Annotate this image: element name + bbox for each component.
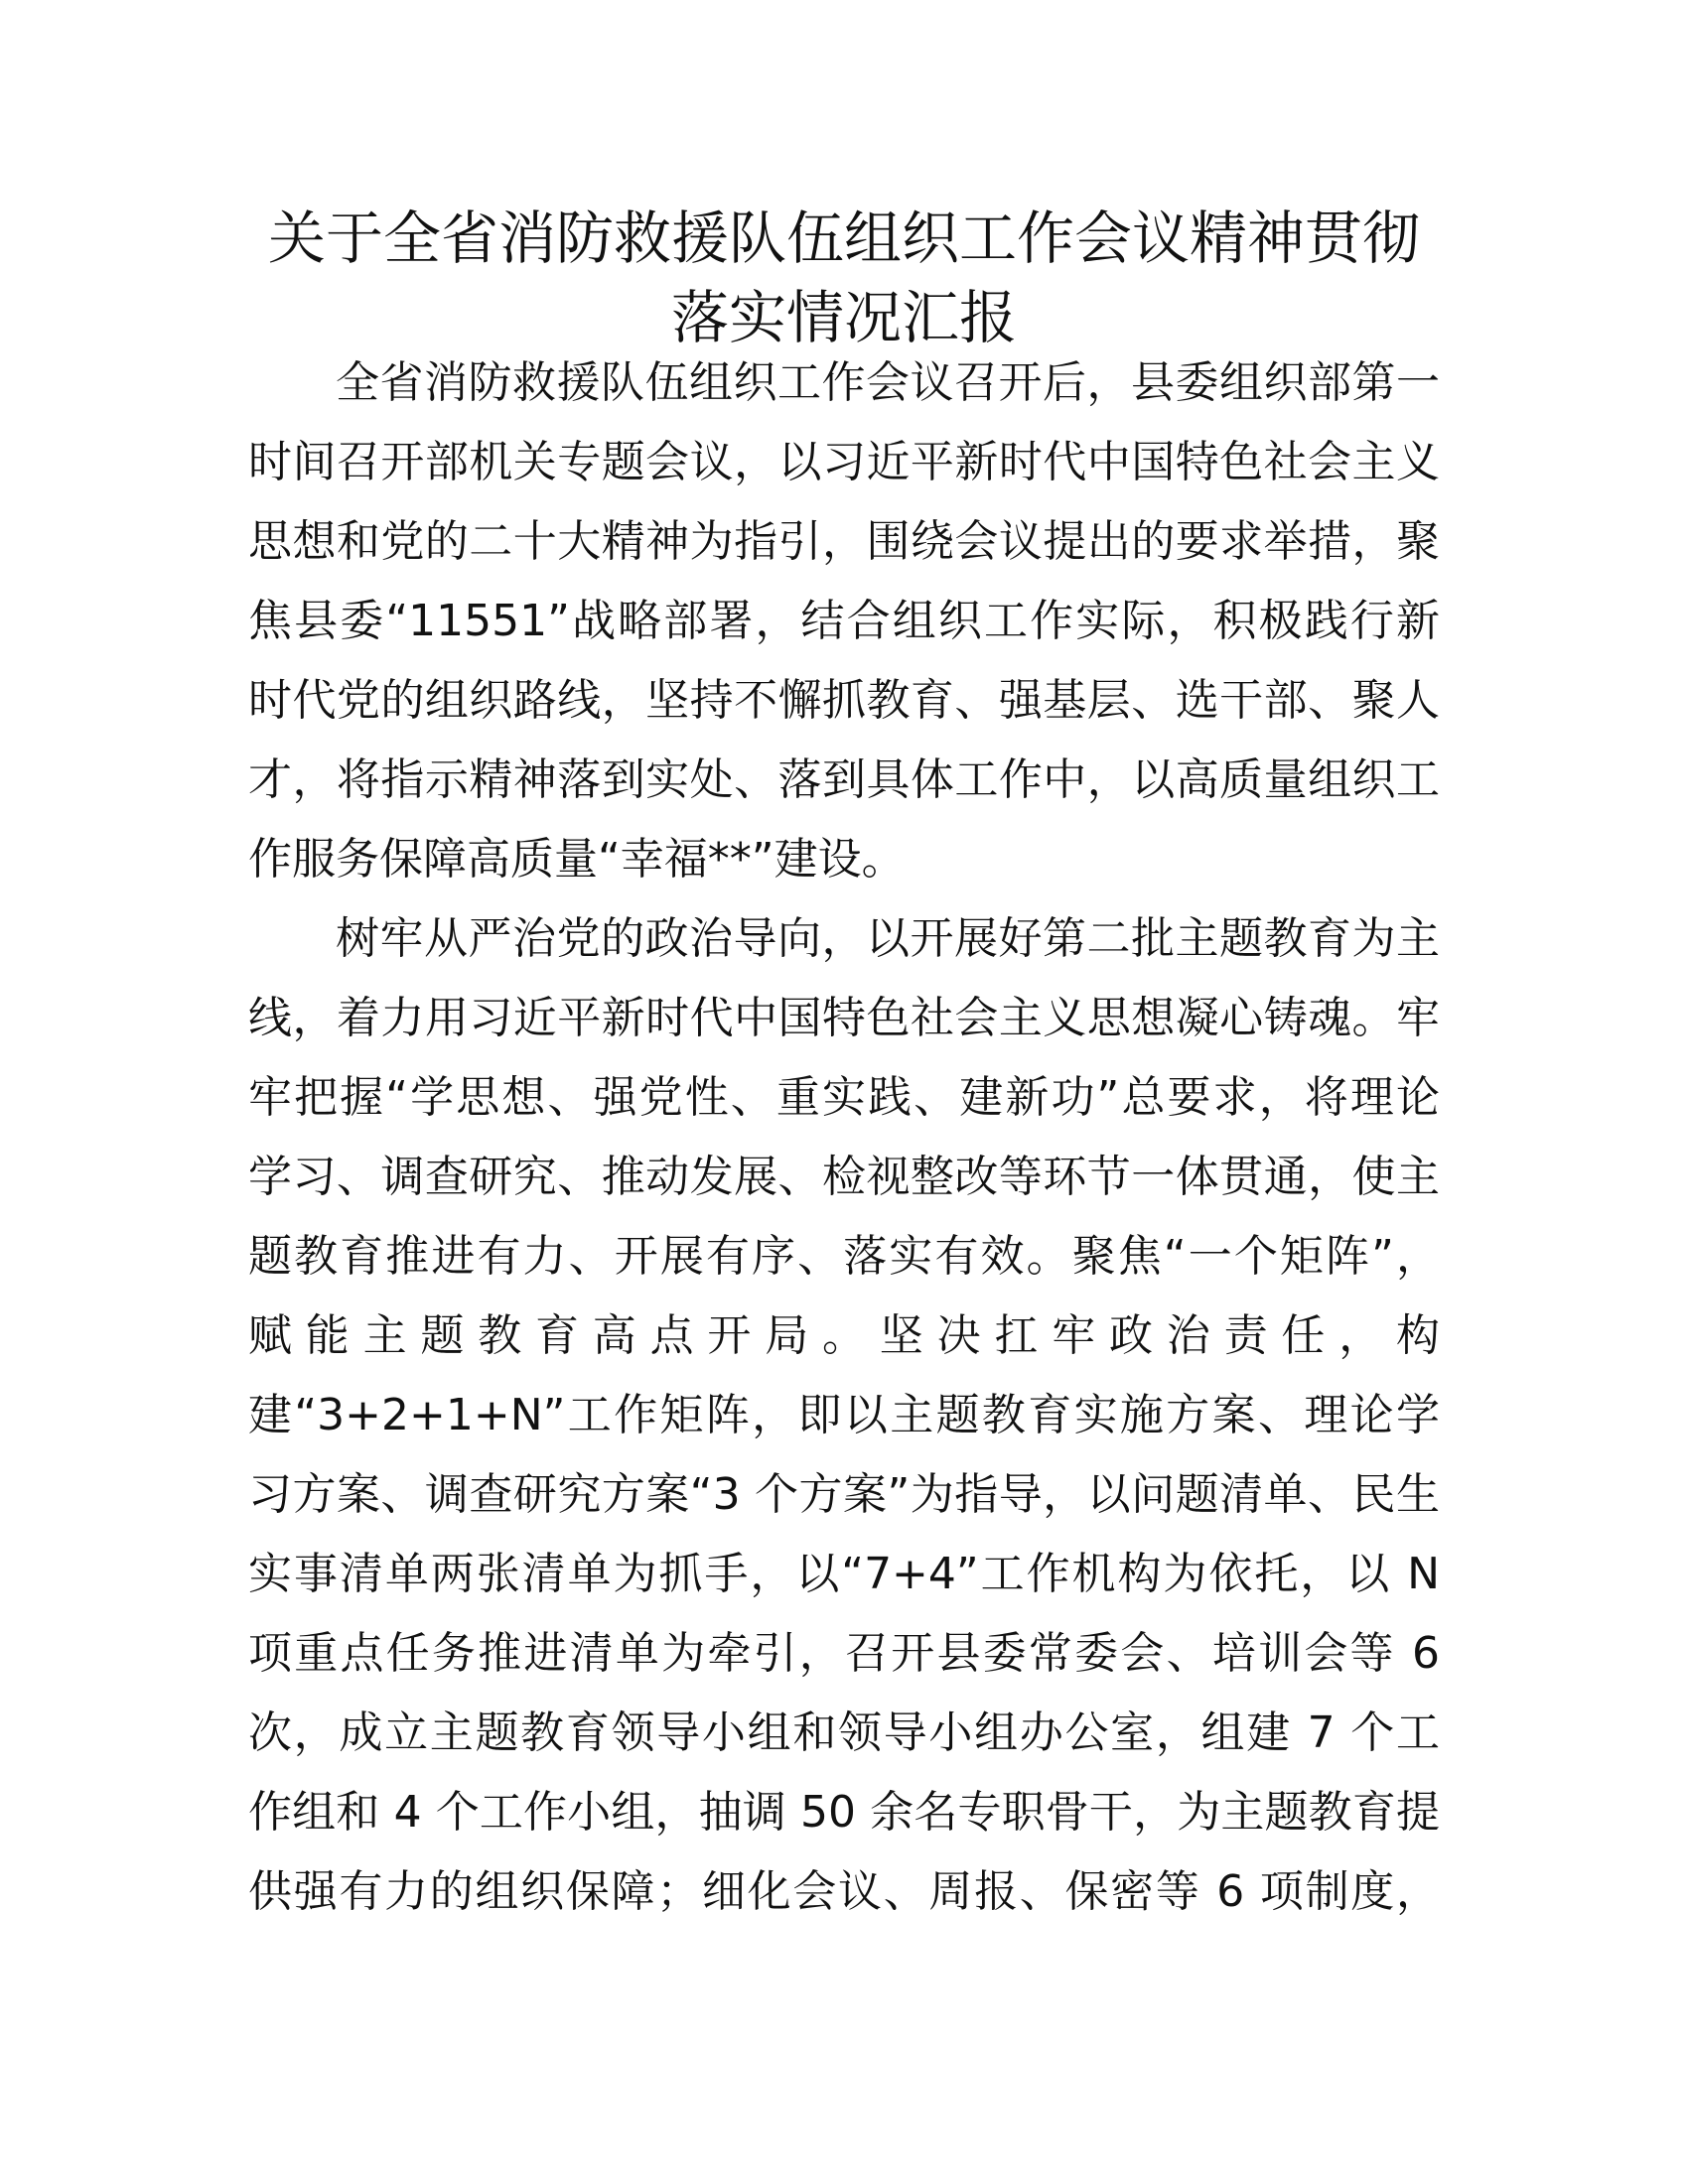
paragraph-1 <box>248 343 1440 899</box>
text-line: 作服务保障高质量“幸福**”建设。 <box>248 834 906 885</box>
text-line: 次，成立主题教育领导小组和领导小组办公室，组建 7 个工 <box>248 1707 1440 1758</box>
text-line: 实事清单两张清单为抓手，以“7+4”工作机构为依托，以 N <box>248 1549 1440 1599</box>
text-line: 思想和党的二十大精神为指引，围绕会议提出的要求举措，聚 <box>248 516 1440 567</box>
text-line: 学习、调查研究、推动发展、检视整改等环节一体贯通，使主 <box>248 1152 1440 1202</box>
document-title <box>199 199 1489 357</box>
title-line-1: 关于全省消防救援队伍组织工作会议精神贯彻 <box>267 205 1420 272</box>
text-line: 题教育推进有力、开展有序、落实有效。聚焦“一个矩阵”， <box>248 1231 1440 1282</box>
text-line: 全省消防救援队伍组织工作会议召开后，县委组织部第一 <box>336 357 1440 408</box>
text-line: 习方案、调查研究方案“3 个方案”为指导，以问题清单、民生 <box>248 1469 1440 1520</box>
paragraph-2 <box>248 899 1440 1932</box>
text-line: 供强有力的组织保障；细化会议、周报、保密等 6 项制度， <box>248 1866 1440 1917</box>
text-line: 牢把握“学思想、强党性、重实践、建新功”总要求，将理论 <box>248 1072 1440 1123</box>
text-line: 时代党的组织路线，坚持不懈抓教育、强基层、选干部、聚人 <box>248 675 1440 726</box>
text-line: 作组和 4 个工作小组，抽调 50 余名专职骨干，为主题教育提 <box>248 1787 1440 1838</box>
title-line-2: 落实情况汇报 <box>670 284 1017 351</box>
text-line: 树牢从严治党的政治导向，以开展好第二批主题教育为主 <box>336 913 1440 964</box>
text-line: 建“3+2+1+N”工作矩阵，即以主题教育实施方案、理论学 <box>248 1390 1440 1440</box>
text-line: 项重点任务推进清单为牵引，召开县委常委会、培训会等 6 <box>248 1628 1440 1679</box>
text-line: 赋能主题教育高点开局。坚决扛牢政治责任，构 <box>248 1310 1440 1361</box>
text-line: 才，将指示精神落到实处、落到具体工作中，以高质量组织工 <box>248 754 1440 805</box>
document-body <box>248 343 1440 1932</box>
text-line: 线，着力用习近平新时代中国特色社会主义思想凝心铸魂。牢 <box>248 993 1440 1043</box>
text-line: 时间召开部机关专题会议，以习近平新时代中国特色社会主义 <box>248 437 1440 487</box>
text-line: 焦县委“11551”战略部署，结合组织工作实际，积极践行新 <box>248 596 1440 646</box>
